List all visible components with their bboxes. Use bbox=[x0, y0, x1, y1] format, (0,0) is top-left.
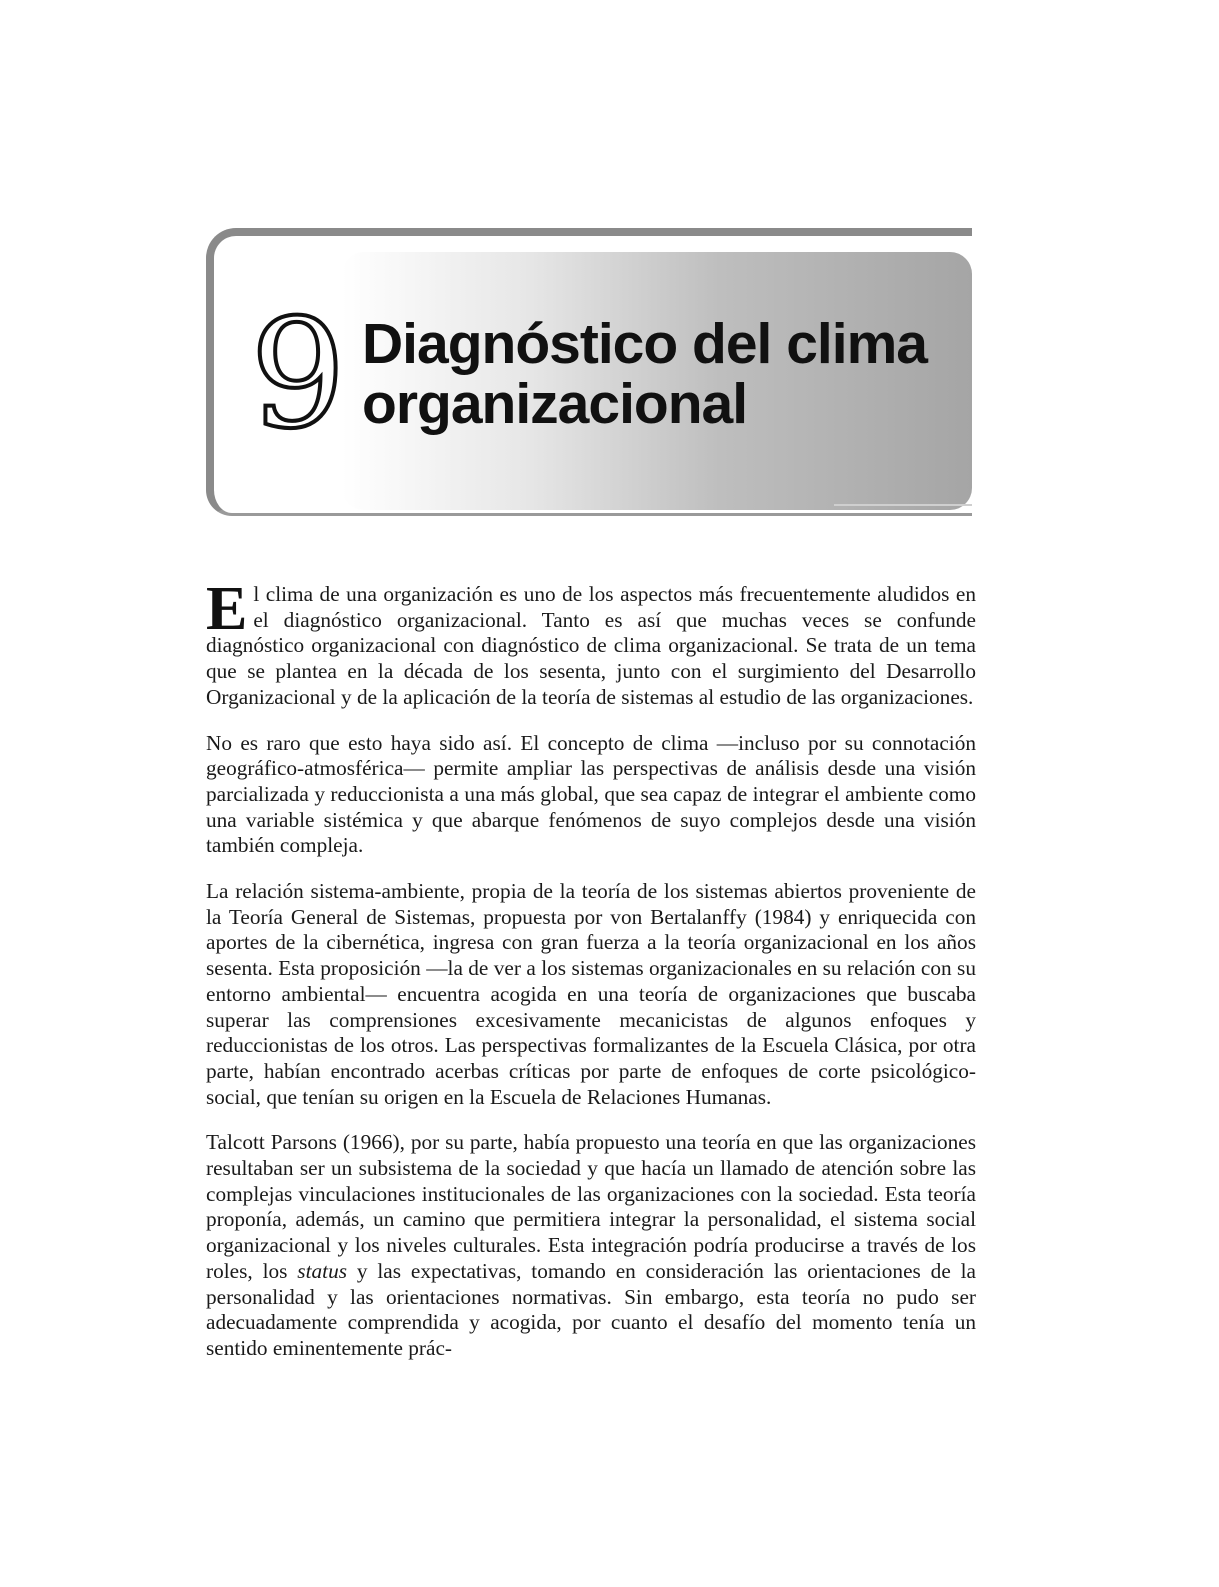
paragraph-4-text-a: Talcott Parsons (1966), por su parte, había propuesto una teoría en que las organizaciones resultaban ser un subsistema de la sociedad y que hacía un llamado de atención sobre las complejas vinculaciones institucionales de las organizaciones con la sociedad. Esta teoría proponía, además, un camino que permitiera integrar la personalidad, el sistema social organizacional y los niveles culturales. Esta integración podría producirse a través de los roles, los bbox=[206, 1130, 976, 1283]
drop-cap: E bbox=[206, 575, 248, 643]
chapter-body bbox=[206, 575, 976, 1382]
paragraph-3: La relación sistema-ambiente, propia de la teoría de los sistemas abiertos proveniente de la Teoría General de Sistemas, propuesta por von Bertalanffy (1984) y enriquecida con aportes de la cibernética, ingresa con gran fuerza a la teoría organizacional en los años sesenta. Esta proposición —la de ver a los sistemas organizacionales en su relación con su entorno ambiental— encuentra acogida en una teoría de organizaciones que buscaba superar las comprensiones excesivamente mecanicistas de algunos enfoques y reduccionistas de los otros. Las perspectivas formalizantes de la Escuela Clásica, por otra parte, habían encontrado acerbas críticas por parte de enfoques de corte psicológico-social, que tenían su origen en la Escuela de Relaciones Humanas. bbox=[206, 879, 976, 1109]
paragraph-4 bbox=[206, 1130, 976, 1361]
chapter-header-box bbox=[206, 228, 972, 516]
paragraph-2: No es raro que esto haya sido así. El concepto de clima —incluso por su connotación geográfico-atmosférica— permite ampliar las perspectivas de análisis desde una visión parcializada y reduccionista a una más global, que sea capaz de integrar el ambiente como una variable sistémica y que abarque fenómenos de suyo complejos desde una visión también compleja. bbox=[206, 730, 976, 858]
chapter-title-line-2: organizacional bbox=[362, 372, 748, 436]
paragraph-4-text-b: y las expectativas, tomando en consideración las orientaciones de la personalidad y las orientaciones normativas. Sin embargo, esta teoría no pudo ser adecuadamente comprendida y acogida, por cuanto el desafío del momento tenía un sentido eminentemente prác- bbox=[206, 1258, 976, 1360]
chapter-header-rule bbox=[834, 504, 972, 506]
paragraph-4-italic: status bbox=[297, 1258, 348, 1283]
chapter-number: 9 bbox=[250, 288, 346, 462]
chapter-title bbox=[362, 314, 972, 434]
paragraph-1 bbox=[206, 575, 976, 711]
chapter-title-line-1: Diagnóstico del clima bbox=[362, 312, 927, 376]
paragraph-1-text: l clima de una organización es uno de los aspectos más frecuentemente aludidos en el diagnóstico organizacional. Tanto es así que muchas veces se confunde diagnóstico organizacional con diagnóstico de clima organizacional. Se trata de un tema que se plantea en la década de los sesenta, junto con el surgimiento del Desarrollo Organizacional y de la aplicación de la teoría de sistemas al estudio de las organizaciones. bbox=[206, 582, 976, 709]
